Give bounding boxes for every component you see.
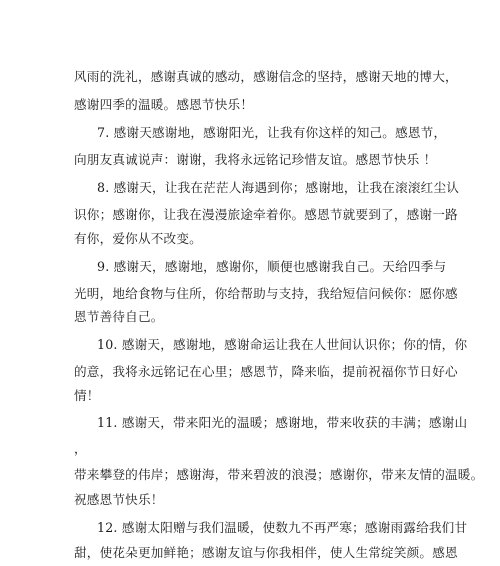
- text-line: 风雨的洗礼，感谢真诚的感动，感谢信念的坚持，感谢天地的博大，: [74, 69, 458, 84]
- text-line: ，: [74, 441, 87, 456]
- text-line: 光明，地给食物与住所，你给帮助与支持，我给短信问候你：愿你感: [74, 286, 458, 301]
- text-line: 感谢四季的温暖。感恩节快乐！: [74, 97, 254, 112]
- text-line: 甜，使花朵更加鲜艳；感谢友谊与你我相伴，使人生常绽笑颜。感恩: [74, 545, 458, 560]
- text-line: 有你，爱你从不改变。: [74, 231, 202, 246]
- text-line: 向朋友真诚说声：谢谢，我将永远铭记珍惜友谊。感恩节快乐 ！: [74, 152, 437, 167]
- text-line: 的意，我将永远铭记在心里；感恩节，降来临，提前祝福你节日好心: [74, 364, 458, 379]
- text-line: 识你；感谢你，让我在漫漫旅途牵着你。感恩节就要到了，感谢一路: [74, 207, 458, 222]
- text-line: 8. 感谢天，让我在茫茫人海遇到你；感谢地，让我在滚滚红尘认: [97, 180, 460, 195]
- text-line: 9. 感谢天，感谢地，感谢你，顺便也感谢我自己。天给四季与: [97, 259, 447, 274]
- text-line: 11. 感谢天，带来阳光的温暖；感谢地，带来收获的丰满；感谢山: [97, 415, 468, 430]
- text-line: 情！: [74, 388, 100, 403]
- text-line: 12. 感谢太阳赠与我们温暖，使数九不再严寒；感谢雨露给我们甘: [97, 520, 468, 535]
- text-line: 祝感恩节快乐！: [74, 492, 164, 507]
- text-line: 恩节善待自己。: [74, 309, 164, 324]
- text-line: 带来攀登的伟岸；感谢海，带来碧波的浪漫；感谢你，带来友情的温暖。: [74, 467, 484, 482]
- text-line: 10. 感谢天，感谢地，感谢命运让我在人世间认识你；你的情，你: [97, 337, 468, 352]
- text-line: 7. 感谢天感谢地，感谢阳光，让我有你这样的知己。感恩节，: [97, 125, 447, 140]
